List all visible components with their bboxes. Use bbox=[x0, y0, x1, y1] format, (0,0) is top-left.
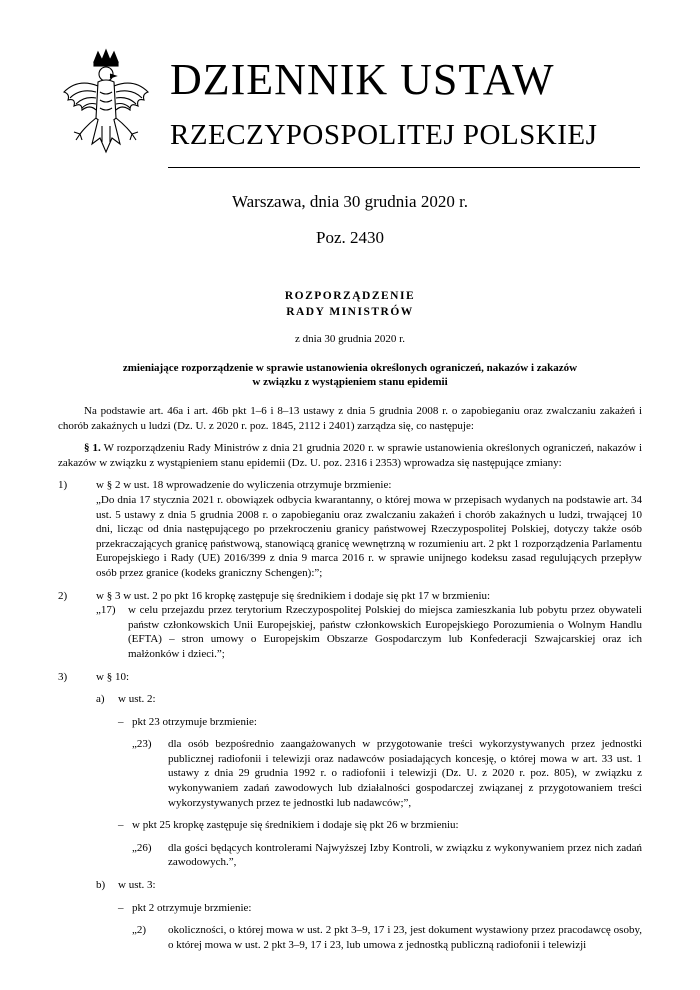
dash-item bbox=[118, 715, 642, 811]
quoted-point-number: „26) bbox=[132, 841, 152, 854]
letter-item-b bbox=[96, 878, 642, 952]
dash-item bbox=[118, 901, 642, 953]
place-date: Warszawa, dnia 30 grudnia 2020 r. bbox=[231, 192, 469, 211]
dash-mark: – bbox=[118, 901, 124, 914]
act-type: ROZPORZĄDZENIE bbox=[284, 290, 416, 302]
quoted-point-23 bbox=[132, 737, 642, 810]
dash-mark: – bbox=[118, 819, 124, 832]
list-item-text: w § 10: bbox=[96, 670, 129, 683]
journal-subtitle: RZECZYPOSPOLITEJ POLSKIEJ bbox=[170, 119, 598, 151]
paragraph-1-text: W rozporządzeniu Rady Ministrów z dnia 21 grudnia 2020 r. w sprawie ustanowienia określonych ograniczeń, nakazów i zakazów w związku z wystąpieniem stanu epidemii (Dz. U. poz. 2316 i 2353) wprowadza się następujące zmiany: bbox=[58, 442, 642, 469]
quoted-text: okoliczności, o której mowa w ust. 2 pkt 3–9, 17 i 23, jest dokument wystawiony przez pracodawcę osoby, o której mowa w ust. 2 pkt 3–9, 17 i 23, lub umowa z jednostką publiczną radiofonii i telewizji bbox=[168, 924, 642, 951]
list-item-number: 1) bbox=[58, 479, 68, 492]
quoted-point-26 bbox=[132, 841, 642, 870]
position-number: Poz. 2430 bbox=[316, 228, 384, 247]
dash-item bbox=[118, 818, 642, 870]
act-body bbox=[58, 404, 642, 952]
paragraph-1-label: § 1. bbox=[84, 442, 101, 455]
letter-item-label: a) bbox=[96, 693, 105, 706]
quoted-text: dla osób bezpośrednio zaangażowanych w przygotowanie treści wykorzystywanych przez jednostki publicznej radiofonii i telewizji oraz nadawców posiadających koncesję, o której mowa w art. 33 ust. 1 ustawy z dnia 29 grudnia 1992 r. o radiofonii i telewizji (Dz. U. z 2020 r. poz. 805), w związku z wykonywaniem zadań zawodowych lub działalności gospodarczej związanej z przygotowaniem treści wykorzystywanych przez te jednostki lub nadawców;”, bbox=[168, 738, 642, 809]
list-item-2 bbox=[58, 589, 642, 662]
quoted-point-number: „17) bbox=[96, 604, 116, 617]
quoted-point-number: „23) bbox=[132, 738, 152, 751]
dash-item-text: pkt 2 otrzymuje brzmienie: bbox=[132, 901, 252, 914]
list-item-1 bbox=[58, 478, 642, 580]
dash-mark: – bbox=[118, 715, 124, 728]
list-item-3 bbox=[58, 670, 642, 953]
act-subject-line1: zmieniające rozporządzenie w sprawie ustanowienia określonych ograniczeń, nakazów i zakazów bbox=[122, 362, 578, 374]
quoted-text: dla gości będących kontrolerami Najwyższej Izby Kontroli, w związku z wykonywaniem przez nich zadań zawodowych.”, bbox=[168, 841, 642, 869]
act-organ: RADY MINISTRÓW bbox=[286, 306, 414, 318]
polish-eagle-emblem-icon bbox=[58, 48, 154, 168]
paragraph-1 bbox=[58, 441, 642, 470]
letter-item-a bbox=[96, 692, 642, 870]
list-item-number: 3) bbox=[58, 670, 68, 683]
list-item-number: 2) bbox=[58, 589, 68, 602]
list-item-text: w § 2 w ust. 18 wprowadzenie do wyliczenia otrzymuje brzmienie: bbox=[96, 479, 392, 492]
dash-item-text: pkt 23 otrzymuje brzmienie: bbox=[132, 715, 257, 728]
letter-item-label: b) bbox=[96, 879, 106, 892]
act-subject-line2: w związku z wystąpieniem stanu epidemii bbox=[252, 376, 448, 388]
quoted-text: w celu przejazdu przez terytorium Rzeczypospolitej Polskiej do miejsca zamieszkania lub pobytu przez obywateli państw członkowskich Unii Europejskiej, państw członkowskich Europejskiego Porozumienia o Wolnym Handlu (EFTA) – stron umowy o Europejskim Obszarze Gospodarczym lub Konfederacji Szwajcarskiej oraz ich małżonków i dzieci.”; bbox=[128, 604, 642, 660]
journal-title: DZIENNIK USTAW bbox=[170, 55, 555, 104]
letter-item-text: w ust. 2: bbox=[118, 693, 156, 706]
dash-item-text: w pkt 25 kropkę zastępuje się średnikiem i dodaje się pkt 26 w brzmieniu: bbox=[132, 819, 459, 832]
act-date: z dnia 30 grudnia 2020 r. bbox=[295, 333, 405, 345]
quoted-point-2 bbox=[132, 923, 642, 952]
list-item-text: w § 3 w ust. 2 po pkt 16 kropkę zastępuje się średnikiem i dodaje się pkt 17 w brzmieniu: bbox=[96, 589, 491, 602]
letter-item-text: w ust. 3: bbox=[118, 879, 156, 892]
preamble: Na podstawie art. 46a i art. 46b pkt 1–6 i 8–13 ustawy z dnia 5 grudnia 2008 r. o zapobieganiu oraz zwalczaniu zakażeń i chorób zakaźnych u ludzi (Dz. U. z 2020 r. poz. 1845, 2112 i 2401) zarządza się, co następuje: bbox=[58, 405, 642, 432]
header-rule bbox=[168, 167, 640, 168]
quoted-point-17 bbox=[96, 603, 642, 661]
act-subject bbox=[60, 361, 640, 389]
quoted-text: „Do dnia 17 stycznia 2021 r. obowiązek odbycia kwarantanny, o której mowa w przepisach wydanych na podstawie art. 34 ust. 5 ustawy z dnia 5 grudnia 2008 r. o zapobieganiu oraz zwalczaniu zakażeń i chorób zakaźnych u ludzi, trwającej 10 dni, licząc od dnia następującego po przekroczeniu granicy państwowej Rzeczypospolitej Polskiej, dotyczy także osób przekraczających granicę państwową, stanowiącą granicę wewnętrzną w rozumieniu art. 2 pkt 1 rozporządzenia Parlamentu Europejskiego i Rady (UE) 2016/399 z dnia 9 marca 2016 r. w sprawie unijnego kodeksu zasad regulujących przepływ osób przez granice (kodeks graniczny Schengen):”; bbox=[96, 493, 642, 579]
quoted-point-number: „2) bbox=[132, 924, 147, 937]
